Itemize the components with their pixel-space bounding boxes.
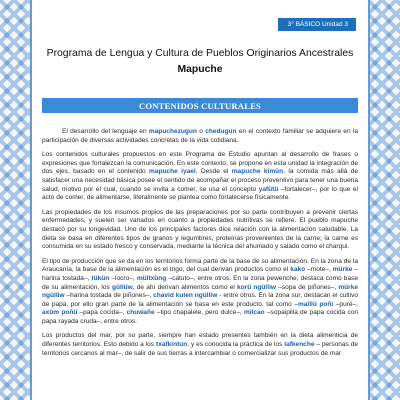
paragraph-text: o — [196, 128, 206, 135]
paragraph-text: . Desde el — [195, 168, 232, 176]
paragraph-text: –catuto–, entre otros. En la zona pewenche, destaca como base de su alimentación, los — [42, 274, 359, 291]
paragraph-text: El tipo de producción que se da en los territorios forma parte de la base de su alimentación. En la zona de la Araucanía, la base de la alimentación es el trigo, del cual derivan productos como el — [42, 257, 358, 274]
highlighted-term: milcao — [243, 309, 265, 317]
section-header — [42, 98, 358, 113]
paragraph-text: –puré–, — [333, 300, 358, 308]
paragraph-text: Los contenidos culturales propuestos en este Programa de Estudio apuntan al desarrollo de frases o expresiones que fortalezcan la comunicación. En este contexto, se propone en esta unidad la integración de dos ejes, basado en el contenido — [42, 151, 358, 176]
body-text — [42, 128, 358, 364]
paragraph-text: El desarrollo del lenguaje en — [62, 128, 149, 135]
highlighted-term: güllüw — [112, 283, 133, 291]
highlighted-term: mürke — [332, 266, 353, 274]
highlighted-term: chuwañe — [126, 309, 155, 317]
highlighted-term: kako — [290, 266, 306, 274]
paragraph-text: –sopa de piñones–, — [275, 283, 339, 291]
people-title: Mapuche — [177, 64, 223, 75]
right-decorative-border — [368, 0, 400, 400]
highlighted-term: axüm poñü — [42, 309, 78, 317]
body-paragraph — [42, 128, 358, 145]
highlighted-term: mapuche iyael — [149, 168, 196, 176]
paragraph-text: – personas de territorios cercanos al mar–, de salir de sus tierras a intercambiar o comercializar sus productos de mar — [42, 341, 358, 357]
paragraph-text: Los productos del mar, por su parte, siempre han estado presentes también en la dieta alimenticia de diferentes territorios. Esto debido a los — [42, 332, 358, 349]
paragraph-text: Las propiedades de los insumos propios de las preparaciones por su parte contribuyen a prevenir ciertas enfermedades, y suelen ser variados en cuanto a propiedades nutritivas se refiere. El pueblo mapuche destacó por su longevidad. Uno de los principales factores dice relación con la alimentación saludable. La dieta se basa en diferentes tipos de granos y legumbres, proteínas provenientes de la carne; la carne es consumida en su estado fresco y conservada, mediante la técnica del ahumado y salado como el charqui. — [42, 208, 358, 251]
paragraph-text: –sopaipilla de papa cocida con papa rayada cruda–, entre otros. — [42, 309, 359, 325]
section-title: CONTENIDOS CULTURALES — [138, 100, 262, 111]
highlighted-term: korü ngülliw — [237, 283, 276, 291]
highlighted-term: txafkintun — [155, 341, 188, 349]
highlighted-term: yafütü — [258, 185, 279, 193]
body-paragraph — [42, 209, 358, 252]
unit-badge: 3° BÁSICO Unidad 3 — [278, 18, 356, 31]
body-paragraph — [42, 258, 358, 327]
highlighted-term: chedugun — [205, 128, 237, 135]
highlighted-term: lafkenche — [284, 341, 315, 349]
paragraph-text: - entre otros. En la zona sur, destacan el cultivo de papa, por ello gran parte de la alimentación se basa en este producto, tal como — [42, 292, 358, 308]
paragraph-text: , y es conocida la práctica de los — [187, 341, 285, 349]
paragraph-text: –papa cocida–, — [77, 309, 127, 317]
highlighted-term: –malllü poñi — [294, 300, 334, 308]
highlighted-term: mapuche kimün — [231, 168, 284, 176]
left-decorative-border — [0, 0, 32, 400]
paragraph-text: –fortalecer–, por lo que el acto de comer, de alimentarse, literalmente se plantea como fortalecerse físicamente. — [42, 185, 358, 202]
highlighted-term: mapuchezugun — [148, 128, 197, 135]
highlighted-term: chavid kulen ngülliw — [153, 292, 218, 300]
paragraph-text: –mote–, — [305, 266, 333, 274]
body-paragraph — [42, 151, 358, 203]
body-paragraph — [42, 332, 358, 358]
highlighted-term: tükün — [91, 274, 110, 282]
highlighted-term: mültxüng — [136, 274, 167, 282]
program-title: Programa de Lengua y Cultura de Pueblos Originarios Ancestrales — [46, 48, 354, 59]
paragraph-text: , la comida más allá de satisfacer una necesidad básica posee el sentido de acompañar el proceso preventivo para tener una buena salud, motivo por el cual, cuando se invita a comer, se usa el concepto — [42, 168, 358, 193]
paragraph-text: –tipo chapalele, pero dulce–, — [154, 309, 244, 317]
paragraph-text: en el contexto familiar se adquiere en la participación de diversas actividades concretas de la vida cotidiana. — [42, 128, 358, 144]
paragraph-text: –harina tostada–, — [42, 266, 358, 282]
paragraph-text: , de ahí derivan alimentos como el — [132, 283, 238, 291]
highlighted-term: mürke ngülliw — [42, 283, 359, 300]
paragraph-text: –harina tostada de piñones–, — [64, 292, 154, 300]
paragraph-text: –locro–, — [109, 274, 137, 282]
